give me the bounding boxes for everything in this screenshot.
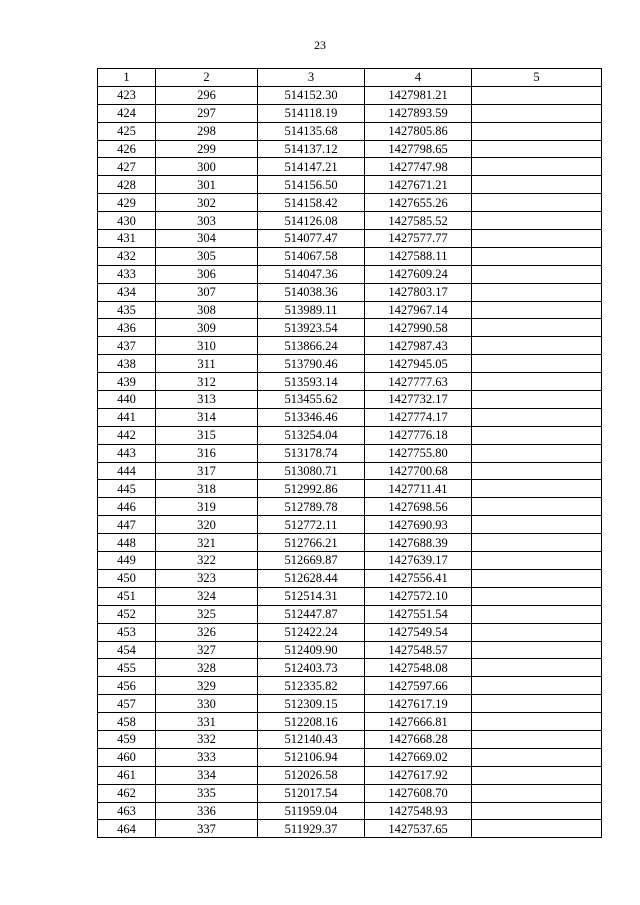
table-cell: [472, 820, 602, 838]
table-cell: 514158.42: [258, 194, 365, 212]
table-cell: 511929.37: [258, 820, 365, 838]
table-cell: 1427617.92: [365, 766, 472, 784]
table-cell: 514126.08: [258, 212, 365, 230]
table-cell: 1427655.26: [365, 194, 472, 212]
table-cell: 1427803.17: [365, 283, 472, 301]
table-cell: 443: [98, 444, 156, 462]
table-row: [98, 695, 602, 713]
table-cell: 446: [98, 498, 156, 516]
table-cell: 460: [98, 748, 156, 766]
column-header: 5: [472, 69, 602, 87]
table-cell: 514118.19: [258, 104, 365, 122]
table-cell: 329: [156, 677, 258, 695]
table-cell: 299: [156, 140, 258, 158]
table-cell: [472, 373, 602, 391]
table-cell: 1427805.86: [365, 122, 472, 140]
table-cell: 423: [98, 86, 156, 104]
table-cell: 512447.87: [258, 605, 365, 623]
table-cell: 1427669.02: [365, 748, 472, 766]
table-cell: 453: [98, 623, 156, 641]
table-row: [98, 623, 602, 641]
table-cell: 334: [156, 766, 258, 784]
table-cell: [472, 569, 602, 587]
table-row: [98, 820, 602, 838]
table-row: [98, 104, 602, 122]
table-cell: 462: [98, 784, 156, 802]
table-cell: 512403.73: [258, 659, 365, 677]
table-row: [98, 677, 602, 695]
table-row: [98, 408, 602, 426]
table-cell: 433: [98, 265, 156, 283]
table-cell: [472, 247, 602, 265]
table-cell: 1427617.19: [365, 695, 472, 713]
table-cell: 302: [156, 194, 258, 212]
table-row: [98, 283, 602, 301]
table-row: [98, 605, 602, 623]
table-row: [98, 552, 602, 570]
page-number: 23: [314, 38, 326, 52]
table-cell: 442: [98, 426, 156, 444]
table-cell: 512514.31: [258, 587, 365, 605]
table-cell: [472, 86, 602, 104]
table-cell: [472, 677, 602, 695]
table-cell: 425: [98, 122, 156, 140]
table-cell: [472, 104, 602, 122]
table-cell: [472, 230, 602, 248]
table-row: [98, 391, 602, 409]
table-cell: 514038.36: [258, 283, 365, 301]
table-cell: 513593.14: [258, 373, 365, 391]
table-cell: [472, 695, 602, 713]
table-cell: 512208.16: [258, 713, 365, 731]
table-row: [98, 784, 602, 802]
table-row: [98, 480, 602, 498]
table-cell: [472, 480, 602, 498]
table-cell: [472, 730, 602, 748]
table-cell: 313: [156, 391, 258, 409]
table-cell: 1427609.24: [365, 265, 472, 283]
table-cell: [472, 426, 602, 444]
table-cell: 1427698.56: [365, 498, 472, 516]
table-cell: 447: [98, 516, 156, 534]
table-cell: 514147.21: [258, 158, 365, 176]
table-row: [98, 569, 602, 587]
table-cell: [472, 534, 602, 552]
table-cell: 1427548.57: [365, 641, 472, 659]
table-cell: 512772.11: [258, 516, 365, 534]
table-row: [98, 301, 602, 319]
table-cell: 444: [98, 462, 156, 480]
table-cell: 314: [156, 408, 258, 426]
table-cell: 512309.15: [258, 695, 365, 713]
table-cell: 432: [98, 247, 156, 265]
table-cell: 323: [156, 569, 258, 587]
table-cell: 318: [156, 480, 258, 498]
table-cell: 303: [156, 212, 258, 230]
table-row: [98, 444, 602, 462]
table-cell: 449: [98, 552, 156, 570]
table-cell: [472, 319, 602, 337]
table-cell: 431: [98, 230, 156, 248]
table-cell: 450: [98, 569, 156, 587]
table-cell: 513923.54: [258, 319, 365, 337]
table-cell: [472, 337, 602, 355]
table-cell: 322: [156, 552, 258, 570]
table-row: [98, 534, 602, 552]
table-cell: 305: [156, 247, 258, 265]
table-row: [98, 641, 602, 659]
table-cell: 513080.71: [258, 462, 365, 480]
table-cell: 511959.04: [258, 802, 365, 820]
table-cell: [472, 516, 602, 534]
table-cell: 1427608.70: [365, 784, 472, 802]
table-cell: 309: [156, 319, 258, 337]
table-cell: 1427688.39: [365, 534, 472, 552]
table-row: [98, 462, 602, 480]
table-cell: 440: [98, 391, 156, 409]
table-row: [98, 516, 602, 534]
table-cell: 1427690.93: [365, 516, 472, 534]
table-row: [98, 265, 602, 283]
table-cell: 1427777.63: [365, 373, 472, 391]
table-cell: [472, 748, 602, 766]
table-cell: 1427548.08: [365, 659, 472, 677]
table-cell: [472, 605, 602, 623]
table-row: [98, 86, 602, 104]
table-cell: 312: [156, 373, 258, 391]
table-cell: 325: [156, 605, 258, 623]
table-cell: [472, 462, 602, 480]
table-cell: 1427798.65: [365, 140, 472, 158]
table-cell: 307: [156, 283, 258, 301]
table-cell: 1427774.17: [365, 408, 472, 426]
table-cell: [472, 122, 602, 140]
table-row: [98, 122, 602, 140]
table-cell: 332: [156, 730, 258, 748]
table-cell: 297: [156, 104, 258, 122]
table-cell: 1427711.41: [365, 480, 472, 498]
table-row: [98, 158, 602, 176]
table-cell: [472, 301, 602, 319]
table-cell: 448: [98, 534, 156, 552]
table-cell: 1427755.80: [365, 444, 472, 462]
table-row: [98, 587, 602, 605]
table-cell: 1427551.54: [365, 605, 472, 623]
table-cell: [472, 265, 602, 283]
table-cell: [472, 176, 602, 194]
table-cell: 429: [98, 194, 156, 212]
table-cell: 513989.11: [258, 301, 365, 319]
table-cell: [472, 659, 602, 677]
table-cell: 445: [98, 480, 156, 498]
table-cell: 324: [156, 587, 258, 605]
table-row: [98, 140, 602, 158]
table-cell: 514152.30: [258, 86, 365, 104]
table-cell: 512628.44: [258, 569, 365, 587]
table-cell: 317: [156, 462, 258, 480]
table-cell: 311: [156, 355, 258, 373]
table-cell: 512026.58: [258, 766, 365, 784]
table-row: [98, 247, 602, 265]
table-cell: 514067.58: [258, 247, 365, 265]
table-row: [98, 713, 602, 731]
table-cell: 296: [156, 86, 258, 104]
table-cell: 512106.94: [258, 748, 365, 766]
table-cell: [472, 802, 602, 820]
table-cell: 457: [98, 695, 156, 713]
table-cell: [472, 283, 602, 301]
table-cell: 1427893.59: [365, 104, 472, 122]
table-cell: 1427597.66: [365, 677, 472, 695]
table-cell: 1427548.93: [365, 802, 472, 820]
table-cell: 434: [98, 283, 156, 301]
table-cell: [472, 444, 602, 462]
table-cell: 1427987.43: [365, 337, 472, 355]
table-cell: 441: [98, 408, 156, 426]
table-cell: 1427700.68: [365, 462, 472, 480]
table-cell: 512789.78: [258, 498, 365, 516]
table-cell: 435: [98, 301, 156, 319]
table-cell: 512669.87: [258, 552, 365, 570]
table-cell: 1427588.11: [365, 247, 472, 265]
table-row: [98, 194, 602, 212]
table-row: [98, 802, 602, 820]
table-cell: [472, 766, 602, 784]
table-cell: 514135.68: [258, 122, 365, 140]
table-row: [98, 176, 602, 194]
table-cell: [472, 552, 602, 570]
table-cell: 512017.54: [258, 784, 365, 802]
table-cell: 456: [98, 677, 156, 695]
table-cell: 1427585.52: [365, 212, 472, 230]
table-cell: 320: [156, 516, 258, 534]
table-row: [98, 319, 602, 337]
table-cell: 1427981.21: [365, 86, 472, 104]
table-row: [98, 730, 602, 748]
table-row: [98, 373, 602, 391]
table-cell: 436: [98, 319, 156, 337]
table-cell: 1427776.18: [365, 426, 472, 444]
table-row: [98, 766, 602, 784]
table-cell: 336: [156, 802, 258, 820]
table-row: [98, 337, 602, 355]
table-cell: 310: [156, 337, 258, 355]
table-cell: 513254.04: [258, 426, 365, 444]
table-cell: [472, 784, 602, 802]
column-header: 1: [98, 69, 156, 87]
table-cell: 513790.46: [258, 355, 365, 373]
table-row: [98, 355, 602, 373]
table-cell: 451: [98, 587, 156, 605]
table-cell: [472, 641, 602, 659]
table-cell: 464: [98, 820, 156, 838]
table-cell: 514077.47: [258, 230, 365, 248]
table-cell: 321: [156, 534, 258, 552]
table-cell: 1427572.10: [365, 587, 472, 605]
table-cell: 437: [98, 337, 156, 355]
table-cell: 513866.24: [258, 337, 365, 355]
table-cell: 452: [98, 605, 156, 623]
column-header: 2: [156, 69, 258, 87]
table-cell: 319: [156, 498, 258, 516]
table-cell: 1427549.54: [365, 623, 472, 641]
table-cell: 513178.74: [258, 444, 365, 462]
table-cell: [472, 713, 602, 731]
table-cell: [472, 355, 602, 373]
table-cell: 455: [98, 659, 156, 677]
table-cell: 439: [98, 373, 156, 391]
table-cell: 333: [156, 748, 258, 766]
table-cell: 427: [98, 158, 156, 176]
table-cell: 454: [98, 641, 156, 659]
table-cell: 512335.82: [258, 677, 365, 695]
table-cell: 331: [156, 713, 258, 731]
table-cell: 1427556.41: [365, 569, 472, 587]
table-cell: 327: [156, 641, 258, 659]
table-cell: 1427577.77: [365, 230, 472, 248]
table-row: [98, 748, 602, 766]
table-cell: 304: [156, 230, 258, 248]
table-row: [98, 659, 602, 677]
table-body: [98, 86, 602, 837]
coordinates-table: [97, 68, 602, 838]
table-row: [98, 212, 602, 230]
table-cell: 430: [98, 212, 156, 230]
table-cell: 512422.24: [258, 623, 365, 641]
table-cell: 335: [156, 784, 258, 802]
table-cell: 459: [98, 730, 156, 748]
table-cell: 306: [156, 265, 258, 283]
table-cell: 513346.46: [258, 408, 365, 426]
table-cell: 1427990.58: [365, 319, 472, 337]
table-cell: 424: [98, 104, 156, 122]
table-cell: 308: [156, 301, 258, 319]
table-cell: [472, 140, 602, 158]
table-header-row: [98, 69, 602, 87]
table-cell: 461: [98, 766, 156, 784]
column-header: 4: [365, 69, 472, 87]
table-cell: 1427668.28: [365, 730, 472, 748]
table-cell: 514047.36: [258, 265, 365, 283]
table-cell: 512766.21: [258, 534, 365, 552]
table-cell: 1427639.17: [365, 552, 472, 570]
table-row: [98, 498, 602, 516]
table-cell: 512140.43: [258, 730, 365, 748]
table-cell: 458: [98, 713, 156, 731]
table-cell: [472, 623, 602, 641]
table-cell: 1427732.17: [365, 391, 472, 409]
table-cell: 463: [98, 802, 156, 820]
table-cell: [472, 587, 602, 605]
table-cell: 438: [98, 355, 156, 373]
table-cell: 1427747.98: [365, 158, 472, 176]
table-cell: [472, 212, 602, 230]
table-cell: 428: [98, 176, 156, 194]
table-cell: 316: [156, 444, 258, 462]
table-cell: 514137.12: [258, 140, 365, 158]
table-cell: 514156.50: [258, 176, 365, 194]
table-cell: 326: [156, 623, 258, 641]
table-cell: 315: [156, 426, 258, 444]
table-cell: 301: [156, 176, 258, 194]
table-cell: 512409.90: [258, 641, 365, 659]
table-cell: 426: [98, 140, 156, 158]
table-cell: [472, 498, 602, 516]
table-cell: 1427671.21: [365, 176, 472, 194]
table-cell: 328: [156, 659, 258, 677]
table-cell: 1427967.14: [365, 301, 472, 319]
table-cell: 512992.86: [258, 480, 365, 498]
table-cell: [472, 158, 602, 176]
table-cell: 1427666.81: [365, 713, 472, 731]
table-cell: [472, 408, 602, 426]
table-row: [98, 230, 602, 248]
table-cell: 513455.62: [258, 391, 365, 409]
table-cell: 330: [156, 695, 258, 713]
table-cell: [472, 194, 602, 212]
column-header: 3: [258, 69, 365, 87]
table-cell: 1427537.65: [365, 820, 472, 838]
table-row: [98, 426, 602, 444]
table-cell: 298: [156, 122, 258, 140]
table-cell: [472, 391, 602, 409]
table-cell: 1427945.05: [365, 355, 472, 373]
table-cell: 300: [156, 158, 258, 176]
table-cell: 337: [156, 820, 258, 838]
